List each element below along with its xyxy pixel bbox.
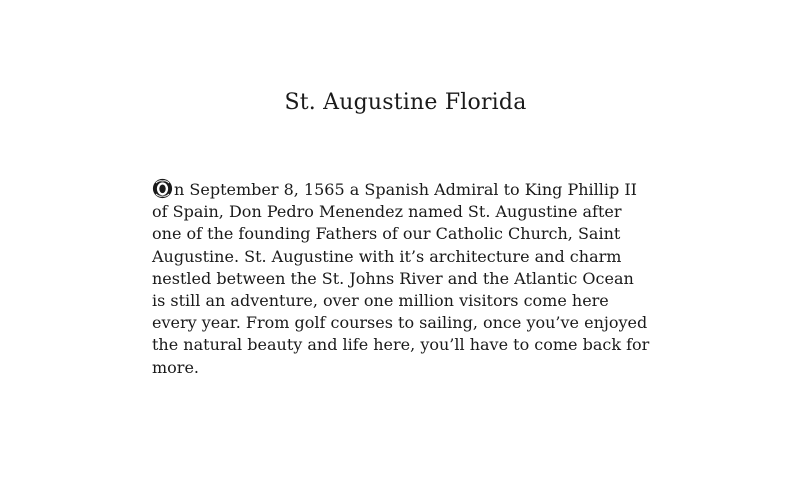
- paragraph-line-2: of Spain, Don Pedro Menendez named St. Augustine after: [152, 202, 622, 222]
- paragraph-line-3: one of the founding Fathers of our Catholic Church, Saint: [152, 224, 621, 244]
- paragraph-line-4: Augustine. St. Augustine with it’s architecture and charm: [152, 246, 622, 266]
- paragraph-line-8: the natural beauty and life here, you’ll have to come back for: [152, 335, 650, 355]
- ornate-dropcap-o: [152, 178, 173, 199]
- document-title: St. Augustine Florida: [284, 90, 527, 115]
- paragraph-line-1: [152, 178, 652, 201]
- paragraph-line-6: is still an adventure, over one million visitors come here: [152, 291, 609, 311]
- paragraph-line-1-text: n September 8, 1565 a Spanish Admiral to King Phillip II: [174, 180, 637, 199]
- paragraph-line-9: more.: [152, 357, 200, 377]
- paragraph-line-5: nestled between the St. Johns River and the Atlantic Ocean: [152, 268, 634, 288]
- document-paragraph: [152, 178, 652, 379]
- paragraph-line-7: every year. From golf courses to sailing, once you’ve enjoyed: [152, 313, 648, 333]
